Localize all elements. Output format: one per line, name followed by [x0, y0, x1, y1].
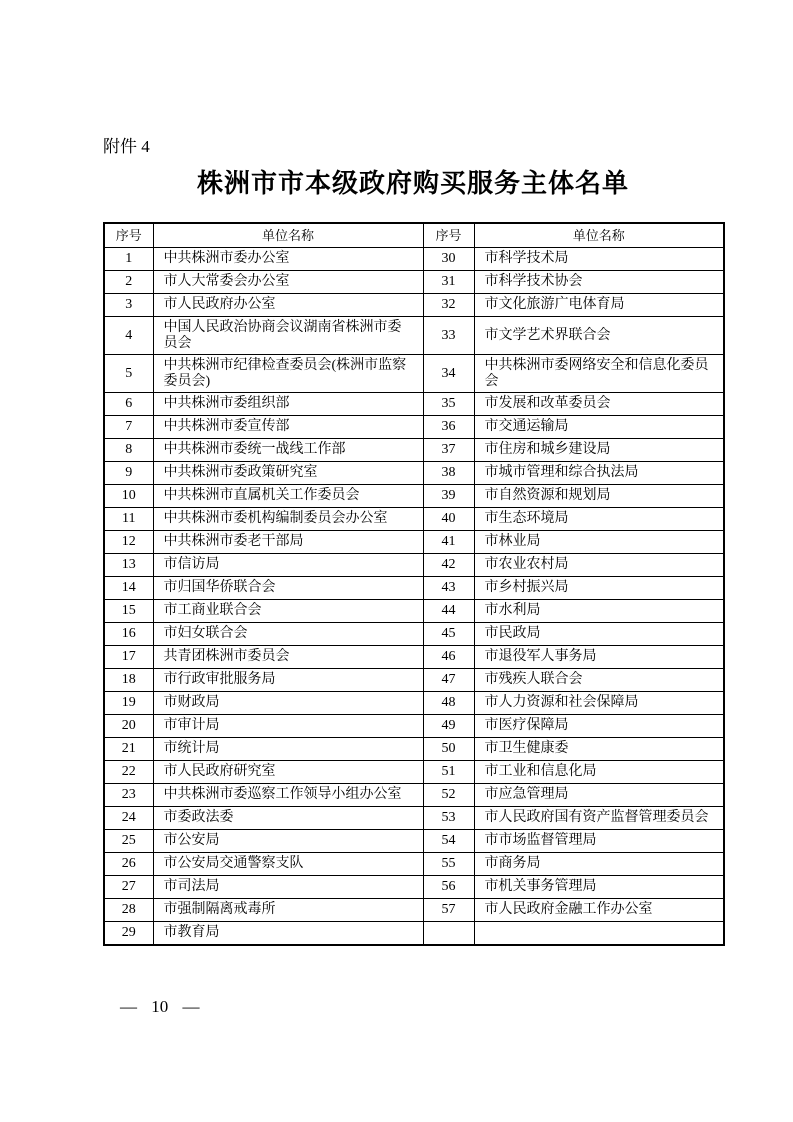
unit-name-cell: 市人民政府研究室 [153, 761, 423, 784]
row-number-cell: 38 [423, 462, 474, 485]
unit-name-cell: 中共株洲市委政策研究室 [153, 462, 423, 485]
table-row [104, 416, 724, 439]
unit-name-cell: 市信访局 [153, 554, 423, 577]
unit-name-cell: 市农业农村局 [474, 554, 724, 577]
unit-name-cell: 中共株洲市委办公室 [153, 248, 423, 271]
unit-name-cell: 市文学艺术界联合会 [474, 317, 724, 355]
table-row [104, 317, 724, 355]
unit-name-cell: 市工商业联合会 [153, 600, 423, 623]
table-body [104, 248, 724, 945]
unit-name-cell: 市发展和改革委员会 [474, 393, 724, 416]
table-row [104, 899, 724, 922]
table-row [104, 531, 724, 554]
attachment-label: 附件 4 [103, 137, 150, 156]
row-number-cell: 57 [423, 899, 474, 922]
table-header-row [104, 223, 724, 248]
row-number-cell: 28 [104, 899, 153, 922]
unit-name-cell: 市交通运输局 [474, 416, 724, 439]
unit-name-cell: 市财政局 [153, 692, 423, 715]
row-number-cell: 44 [423, 600, 474, 623]
table-row [104, 876, 724, 899]
table-row [104, 577, 724, 600]
document-title: 株洲市市本级政府购买服务主体名单 [196, 169, 629, 198]
row-number-cell: 14 [104, 577, 153, 600]
table-row [104, 646, 724, 669]
table-row [104, 600, 724, 623]
unit-name-cell: 市教育局 [153, 922, 423, 945]
table-row [104, 853, 724, 876]
row-number-cell: 21 [104, 738, 153, 761]
row-number-cell: 35 [423, 393, 474, 416]
unit-name-cell: 市统计局 [153, 738, 423, 761]
unit-name-cell: 市归国华侨联合会 [153, 577, 423, 600]
unit-name-cell: 市审计局 [153, 715, 423, 738]
unit-name-cell: 中共株洲市直属机关工作委员会 [153, 485, 423, 508]
table-row [104, 761, 724, 784]
row-number-cell: 18 [104, 669, 153, 692]
row-number-cell: 56 [423, 876, 474, 899]
row-number-cell: 26 [104, 853, 153, 876]
unit-name-cell: 市妇女联合会 [153, 623, 423, 646]
unit-name-cell: 市人民政府国有资产监督管理委员会 [474, 807, 724, 830]
row-number-cell: 52 [423, 784, 474, 807]
row-number-cell: 33 [423, 317, 474, 355]
row-number-cell: 13 [104, 554, 153, 577]
unit-name-cell: 中国人民政治协商会议湖南省株洲市委员会 [153, 317, 423, 355]
row-number-cell: 20 [104, 715, 153, 738]
unit-name-cell: 市乡村振兴局 [474, 577, 724, 600]
row-number-cell: 46 [423, 646, 474, 669]
row-number-cell: 53 [423, 807, 474, 830]
unit-name-cell: 市市场监督管理局 [474, 830, 724, 853]
row-number-cell: 42 [423, 554, 474, 577]
row-number-cell: 27 [104, 876, 153, 899]
row-number-cell: 39 [423, 485, 474, 508]
row-number-cell: 37 [423, 439, 474, 462]
unit-name-cell: 市工业和信息化局 [474, 761, 724, 784]
unit-name-cell: 中共株洲市委宣传部 [153, 416, 423, 439]
row-number-cell: 32 [423, 294, 474, 317]
unit-name-cell: 市城市管理和综合执法局 [474, 462, 724, 485]
row-number-cell: 3 [104, 294, 153, 317]
unit-name-cell: 市委政法委 [153, 807, 423, 830]
row-number-cell: 29 [104, 922, 153, 945]
table-row [104, 485, 724, 508]
row-number-cell: 23 [104, 784, 153, 807]
row-number-cell: 40 [423, 508, 474, 531]
row-number-cell: 50 [423, 738, 474, 761]
unit-name-cell: 市公安局交通警察支队 [153, 853, 423, 876]
unit-name-cell: 市人民政府办公室 [153, 294, 423, 317]
unit-name-cell: 中共株洲市委机构编制委员会办公室 [153, 508, 423, 531]
unit-name-cell: 市退役军人事务局 [474, 646, 724, 669]
unit-name-cell: 市人力资源和社会保障局 [474, 692, 724, 715]
unit-name-cell: 市民政局 [474, 623, 724, 646]
header-unit-name-left: 单位名称 [153, 223, 423, 248]
header-serial-left: 序号 [104, 223, 153, 248]
table-row [104, 462, 724, 485]
row-number-cell: 45 [423, 623, 474, 646]
row-number-cell: 34 [423, 355, 474, 393]
row-number-cell: 10 [104, 485, 153, 508]
table-row [104, 692, 724, 715]
table-row [104, 623, 724, 646]
row-number-cell: 5 [104, 355, 153, 393]
unit-name-cell: 市人大常委会办公室 [153, 271, 423, 294]
unit-name-cell: 市自然资源和规划局 [474, 485, 724, 508]
row-number-cell: 48 [423, 692, 474, 715]
unit-name-cell: 市应急管理局 [474, 784, 724, 807]
unit-name-cell: 市司法局 [153, 876, 423, 899]
unit-name-cell: 市文化旅游广电体育局 [474, 294, 724, 317]
unit-name-cell: 市医疗保障局 [474, 715, 724, 738]
table-row [104, 248, 724, 271]
header-unit-name-right: 单位名称 [474, 223, 724, 248]
roster-table [103, 222, 725, 946]
row-number-cell: 51 [423, 761, 474, 784]
row-number-cell: 2 [104, 271, 153, 294]
unit-name-cell: 共青团株洲市委员会 [153, 646, 423, 669]
row-number-cell: 12 [104, 531, 153, 554]
unit-name-cell: 市残疾人联合会 [474, 669, 724, 692]
unit-name-cell: 市卫生健康委 [474, 738, 724, 761]
row-number-cell: 1 [104, 248, 153, 271]
unit-name-cell: 市公安局 [153, 830, 423, 853]
unit-name-cell: 市机关事务管理局 [474, 876, 724, 899]
table-row [104, 784, 724, 807]
row-number-cell: 4 [104, 317, 153, 355]
unit-name-cell: 中共株洲市委统一战线工作部 [153, 439, 423, 462]
unit-name-cell: 市生态环境局 [474, 508, 724, 531]
table-row [104, 508, 724, 531]
table-row [104, 738, 724, 761]
unit-name-cell [474, 922, 724, 945]
table-row [104, 669, 724, 692]
page-number: — 10 — [120, 997, 200, 1016]
table-row [104, 294, 724, 317]
row-number-cell: 55 [423, 853, 474, 876]
table-row [104, 439, 724, 462]
row-number-cell: 6 [104, 393, 153, 416]
row-number-cell: 49 [423, 715, 474, 738]
row-number-cell: 17 [104, 646, 153, 669]
unit-name-cell: 中共株洲市委老干部局 [153, 531, 423, 554]
row-number-cell: 31 [423, 271, 474, 294]
table-row [104, 271, 724, 294]
unit-name-cell: 市行政审批服务局 [153, 669, 423, 692]
unit-name-cell: 市强制隔离戒毒所 [153, 899, 423, 922]
row-number-cell: 11 [104, 508, 153, 531]
row-number-cell: 16 [104, 623, 153, 646]
unit-name-cell: 市林业局 [474, 531, 724, 554]
row-number-cell: 22 [104, 761, 153, 784]
row-number-cell: 43 [423, 577, 474, 600]
table-row [104, 355, 724, 393]
row-number-cell [423, 922, 474, 945]
row-number-cell: 25 [104, 830, 153, 853]
row-number-cell: 15 [104, 600, 153, 623]
unit-name-cell: 市商务局 [474, 853, 724, 876]
unit-name-cell: 市住房和城乡建设局 [474, 439, 724, 462]
unit-name-cell: 市水利局 [474, 600, 724, 623]
table-row [104, 830, 724, 853]
row-number-cell: 30 [423, 248, 474, 271]
unit-name-cell: 中共株洲市委组织部 [153, 393, 423, 416]
table-row [104, 922, 724, 945]
row-number-cell: 19 [104, 692, 153, 715]
row-number-cell: 54 [423, 830, 474, 853]
row-number-cell: 47 [423, 669, 474, 692]
row-number-cell: 24 [104, 807, 153, 830]
row-number-cell: 7 [104, 416, 153, 439]
unit-name-cell: 市人民政府金融工作办公室 [474, 899, 724, 922]
header-serial-right: 序号 [423, 223, 474, 248]
unit-name-cell: 中共株洲市委巡察工作领导小组办公室 [153, 784, 423, 807]
unit-name-cell: 市科学技术协会 [474, 271, 724, 294]
table-row [104, 393, 724, 416]
table-row [104, 715, 724, 738]
row-number-cell: 9 [104, 462, 153, 485]
table-row [104, 554, 724, 577]
table-row [104, 807, 724, 830]
unit-name-cell: 中共株洲市委网络安全和信息化委员会 [474, 355, 724, 393]
unit-name-cell: 中共株洲市纪律检查委员会(株洲市监察委员会) [153, 355, 423, 393]
row-number-cell: 36 [423, 416, 474, 439]
unit-name-cell: 市科学技术局 [474, 248, 724, 271]
row-number-cell: 41 [423, 531, 474, 554]
row-number-cell: 8 [104, 439, 153, 462]
